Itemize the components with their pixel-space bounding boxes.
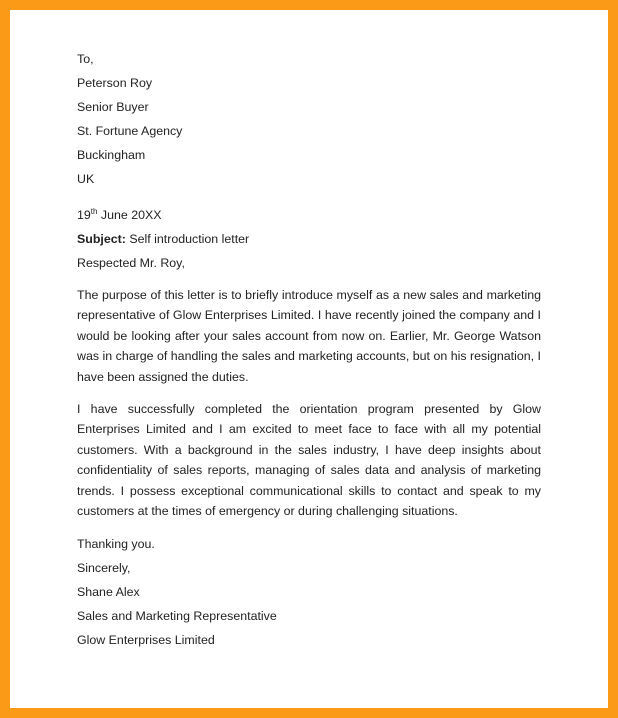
spacer-before-date: [77, 191, 541, 203]
date-day: 19: [77, 208, 91, 222]
recipient-to: To,: [77, 52, 94, 66]
recipient-country: UK: [77, 172, 95, 186]
recipient-company: St. Fortune Agency: [77, 124, 183, 138]
letter-date: [77, 203, 541, 227]
spacer-before-paragraph-2: [77, 387, 541, 399]
body-paragraph-1: The purpose of this letter is to briefly introduce myself as a new sales and marketing representative of Glow Enterprises Limited. I have recently joined the company and I would be looking after your sales account from now on. Earlier, Mr. George Watson was in charge of handling the sales and marketing accounts, but on his resignation, I have been assigned the duties.: [77, 288, 541, 384]
sender-company: Glow Enterprises Limited: [77, 633, 215, 648]
document-page: [10, 10, 608, 708]
spacer-before-closing: [77, 521, 541, 532]
subject-text: Self introduction letter: [125, 232, 250, 246]
date-suffix: th: [90, 206, 98, 216]
sender-title: Sales and Marketing Representative: [77, 609, 277, 624]
letter-body: [77, 47, 541, 652]
closing-signoff: Sincerely,: [77, 561, 131, 576]
subject-line: [77, 227, 541, 251]
closing-thanks: Thanking you.: [77, 537, 155, 552]
body-paragraph-2: I have successfully completed the orientation program presented by Glow Enterprises Limited and I am excited to meet face to face with all my potential customers. With a background in the sales industry, I have deep insights about confidentiality of sales reports, managing of sales data and analysis of marketing trends. I possess exceptional communicational skills to contact and speak to my customers at the times of emergency or during challenging situations.: [77, 402, 541, 519]
salutation: Respected Mr. Roy,: [77, 256, 185, 270]
subject-label: Subject:: [77, 232, 126, 246]
date-rest: June 20XX: [97, 208, 162, 222]
recipient-name: Peterson Roy: [77, 76, 153, 90]
recipient-city: Buckingham: [77, 148, 146, 162]
spacer-before-paragraph-1: [77, 275, 541, 285]
sender-name: Shane Alex: [77, 585, 140, 600]
recipient-title: Senior Buyer: [77, 100, 149, 114]
